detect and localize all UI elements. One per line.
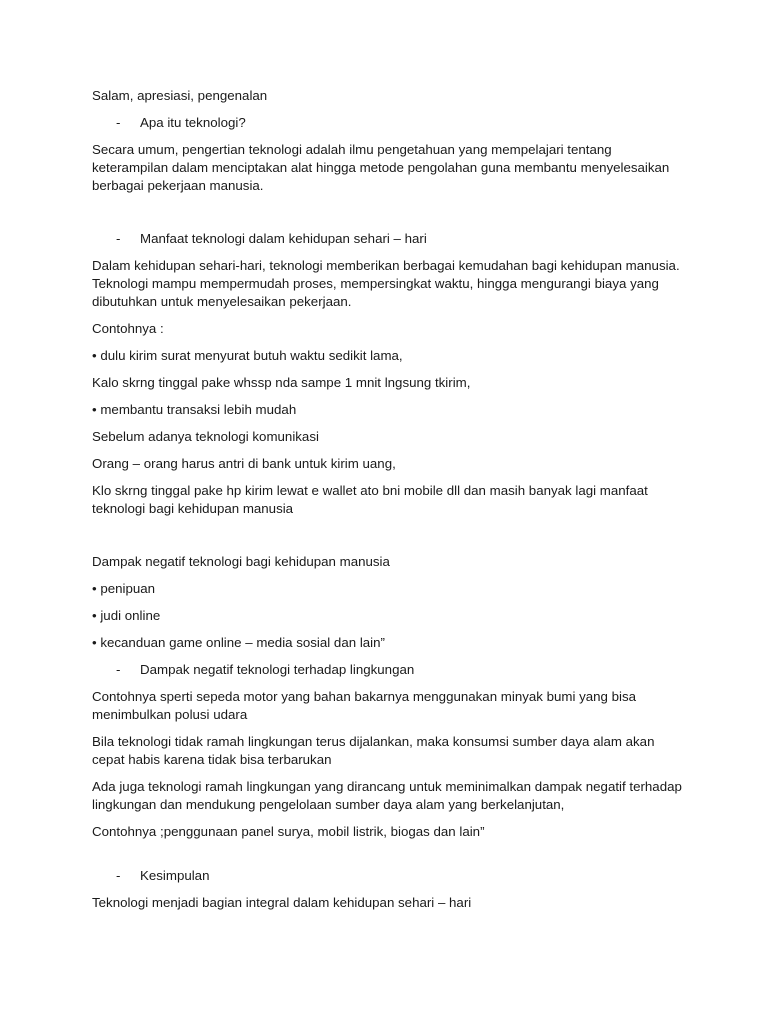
heading-text: Manfaat teknologi dalam kehidupan sehari – hari	[140, 231, 427, 246]
examples-label: Contohnya :	[92, 321, 164, 336]
heading-benefits	[92, 230, 688, 248]
paragraph-motorcycle: Contohnya sperti sepeda motor yang bahan bakarnya menggunakan minyak bumi yang bisa menimbulkan polusi udara	[92, 689, 637, 722]
heading-text: Apa itu teknologi?	[140, 115, 246, 130]
line-eco-examples: Contohnya ;penggunaan panel surya, mobil listrik, biogas dan lain”	[92, 824, 485, 839]
negative-impact-title: Dampak negatif teknologi bagi kehidupan manusia	[92, 554, 390, 569]
heading-conclusion	[92, 867, 688, 885]
bullet-gambling: • judi online	[92, 608, 161, 623]
heading-text: Kesimpulan	[140, 868, 210, 883]
dash-bullet: -	[116, 868, 121, 883]
dash-bullet: -	[116, 662, 121, 677]
heading-text: Dampak negatif teknologi terhadap lingkungan	[140, 662, 415, 677]
heading-what-is-technology	[92, 114, 688, 132]
greeting-line: Salam, apresiasi, pengenalan	[92, 88, 268, 103]
paragraph-definition: Secara umum, pengertian teknologi adalah ilmu pengetahuan yang mempelajari tentang keterampilan dalam menciptakan alat hingga metode pengolahan guna membantu menyelesaikan berbagai pekerjaan manusia.	[92, 142, 670, 193]
line-queue-bank: Orang – orang harus antri di bank untuk kirim uang,	[92, 456, 396, 471]
heading-environment	[92, 661, 688, 679]
line-whatsapp: Kalo skrng tinggal pake whssp nda sampe 1 mnit lngsung tkirim,	[92, 375, 471, 390]
paragraph-ewallet: Klo skrng tinggal pake hp kirim lewat e wallet ato bni mobile dll dan masih banyak lagi manfaat teknologi bagi kehidupan manusia	[92, 483, 648, 516]
bullet-transactions: • membantu transaksi lebih mudah	[92, 402, 297, 417]
paragraph-eco-tech: Ada juga teknologi ramah lingkungan yang dirancang untuk meminimalkan dampak negatif terhadap lingkungan dan mendukung pengelolaan sumber daya alam yang berkelanjutan,	[92, 779, 682, 812]
line-before-tech: Sebelum adanya teknologi komunikasi	[92, 429, 319, 444]
paragraph-resources: Bila teknologi tidak ramah lingkungan terus dijalankan, maka konsumsi sumber daya alam akan cepat habis karena tidak bisa terbarukan	[92, 734, 655, 767]
bullet-letters: • dulu kirim surat menyurat butuh waktu sedikit lama,	[92, 348, 403, 363]
bullet-fraud: • penipuan	[92, 581, 156, 596]
paragraph-benefits: Dalam kehidupan sehari-hari, teknologi memberikan berbagai kemudahan bagi kehidupan manusia. Teknologi mampu mempermudah proses, mempersingkat waktu, hingga mengurangi biaya yang dibutuhkan untuk menyelesaikan pekerjaan.	[92, 258, 680, 309]
dash-bullet: -	[116, 231, 121, 246]
line-conclusion: Teknologi menjadi bagian integral dalam kehidupan sehari – hari	[92, 895, 472, 910]
bullet-addiction: • kecanduan game online – media sosial dan lain”	[92, 635, 385, 650]
dash-bullet: -	[116, 115, 121, 130]
